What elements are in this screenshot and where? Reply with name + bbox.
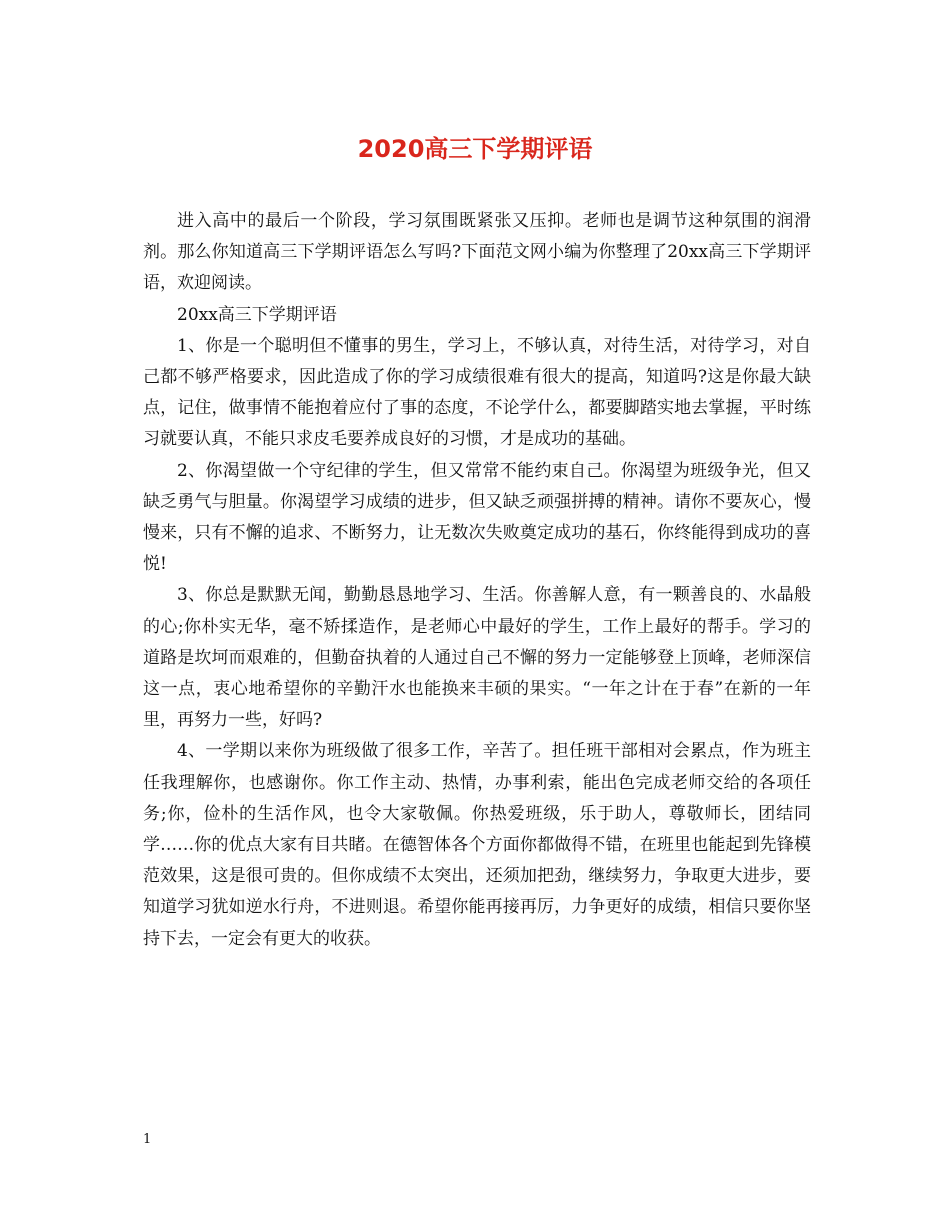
document-body (143, 206, 811, 955)
comment-paragraph-1: 1、你是一个聪明但不懂事的男生，学习上，不够认真，对待生活，对待学习，对自己都不够严格要求，因此造成了你的学习成绩很难有很大的提高，知道吗?这是你最大缺点，记住，做事情不能抱着应付了事的态度，不论学什么，都要脚踏实地去掌握，平时练习就要认真，不能只求皮毛要养成良好的习惯，才是成功的基础。 (143, 335, 811, 450)
page-number: 1 (143, 1132, 152, 1147)
comment-paragraph-4: 4、一学期以来你为班级做了很多工作，辛苦了。担任班干部相对会累点，作为班主任我理解你，也感谢你。你工作主动、热情，办事利索，能出色完成老师交给的各项任务;你，俭朴的生活作风，也令大家敬佩。你热爱班级，乐于助人，尊敬师长，团结同学……你的优点大家有目共睹。在德智体各个方面你都做得不错，在班里也能起到先锋模范效果，这是很可贵的。但你成绩不太突出，还须加把劲，继续努力，争取更大进步，要知道学习犹如逆水行舟，不进则退。希望你能再接再厉，力争更好的成绩，相信只要你坚持下去，一定会有更大的收获。 (143, 741, 811, 949)
section-heading: 20xx高三下学期评语 (177, 304, 337, 325)
intro-paragraph: 进入高中的最后一个阶段，学习氛围既紧张又压抑。老师也是调节这种氛围的润滑剂。那么你知道高三下学期评语怎么写吗?下面范文网小编为你整理了20xx高三下学期评语，欢迎阅读。 (143, 211, 811, 294)
comment-paragraph-3: 3、你总是默默无闻，勤勤恳恳地学习、生活。你善解人意，有一颗善良的、水晶般的心;你朴实无华，毫不矫揉造作，是老师心中最好的学生，工作上最好的帮手。学习的道路是坎坷而艰难的，但勤奋执着的人通过自己不懈的努力一定能够登上顶峰，老师深信这一点，衷心地希望你的辛勤汗水也能换来丰硕的果实。“一年之计在于春”在新的一年里，再努力一些，好吗? (143, 585, 811, 731)
document-title: 2020高三下学期评语 (357, 135, 593, 163)
comment-paragraph-2: 2、你渴望做一个守纪律的学生，但又常常不能约束自己。你渴望为班级争光，但又缺乏勇气与胆量。你渴望学习成绩的进步，但又缺乏顽强拼搏的精神。请你不要灰心，慢慢来，只有不懈的追求、不断努力，让无数次失败奠定成功的基石，你终能得到成功的喜悦! (143, 460, 811, 575)
